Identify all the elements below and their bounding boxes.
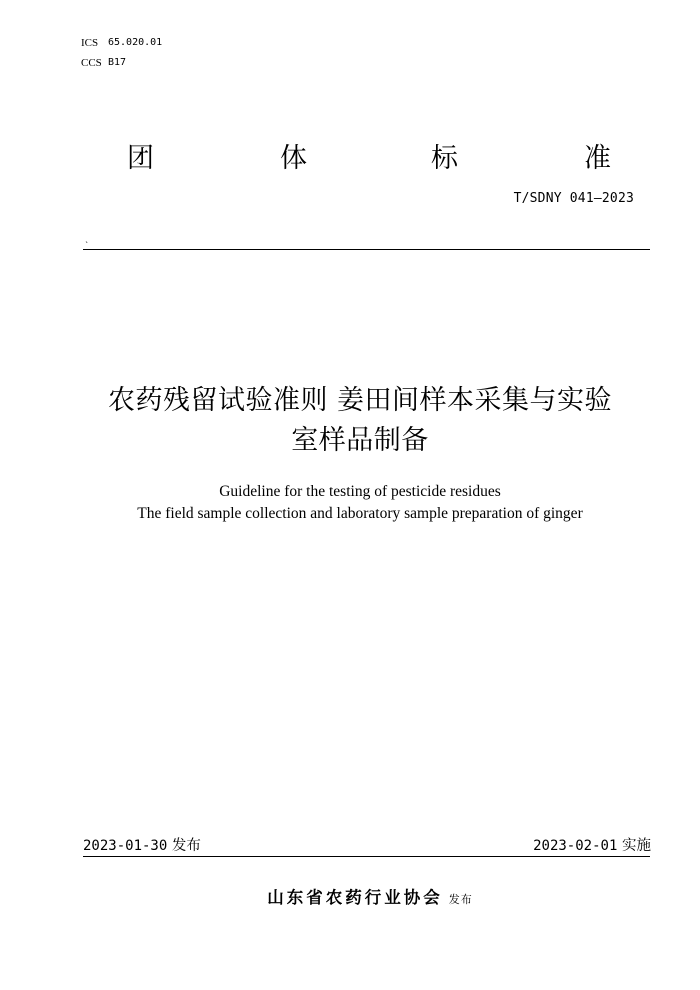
implement-date-value: 2023-02-01	[533, 838, 618, 854]
standard-type-char: 标	[431, 143, 458, 174]
publisher-name: 山东省农药行业协会	[267, 888, 443, 907]
standard-type-char: 准	[584, 143, 611, 174]
ics-label: ICS	[81, 37, 99, 49]
header-divider	[83, 249, 650, 250]
chinese-title-line-1: 农药残留试验准则 姜田间样本采集与实验	[107, 385, 613, 416]
english-title-line-2: The field sample collection and laboratory sample preparation of ginger	[137, 505, 583, 522]
standard-number: T/SDNY 041—2023	[513, 191, 634, 206]
chinese-title-line-2: 室样品制备	[291, 425, 429, 456]
implement-date-label: 实施	[622, 838, 651, 854]
publish-date-label: 发布	[171, 838, 201, 854]
standard-type-char: 团	[127, 143, 154, 174]
ics-row	[81, 33, 162, 53]
chinese-title	[40, 381, 680, 461]
tick-mark: `	[85, 241, 89, 250]
ccs-row	[81, 53, 162, 73]
ccs-value: B17	[108, 57, 127, 68]
ics-value: 65.020.01	[108, 37, 163, 48]
english-title	[40, 481, 680, 525]
publish-date-value: 2023-01-30	[83, 838, 168, 854]
standard-type-heading	[0, 136, 700, 172]
standard-type-char: 体	[280, 143, 307, 174]
footer-divider	[83, 856, 650, 857]
publisher	[0, 884, 700, 908]
publish-date	[83, 834, 201, 855]
publisher-suffix: 发布	[448, 893, 473, 906]
ccs-label: CCS	[81, 57, 102, 69]
implement-date	[533, 834, 651, 855]
classification-codes	[81, 33, 162, 73]
english-title-line-1: Guideline for the testing of pesticide residues	[219, 483, 501, 500]
